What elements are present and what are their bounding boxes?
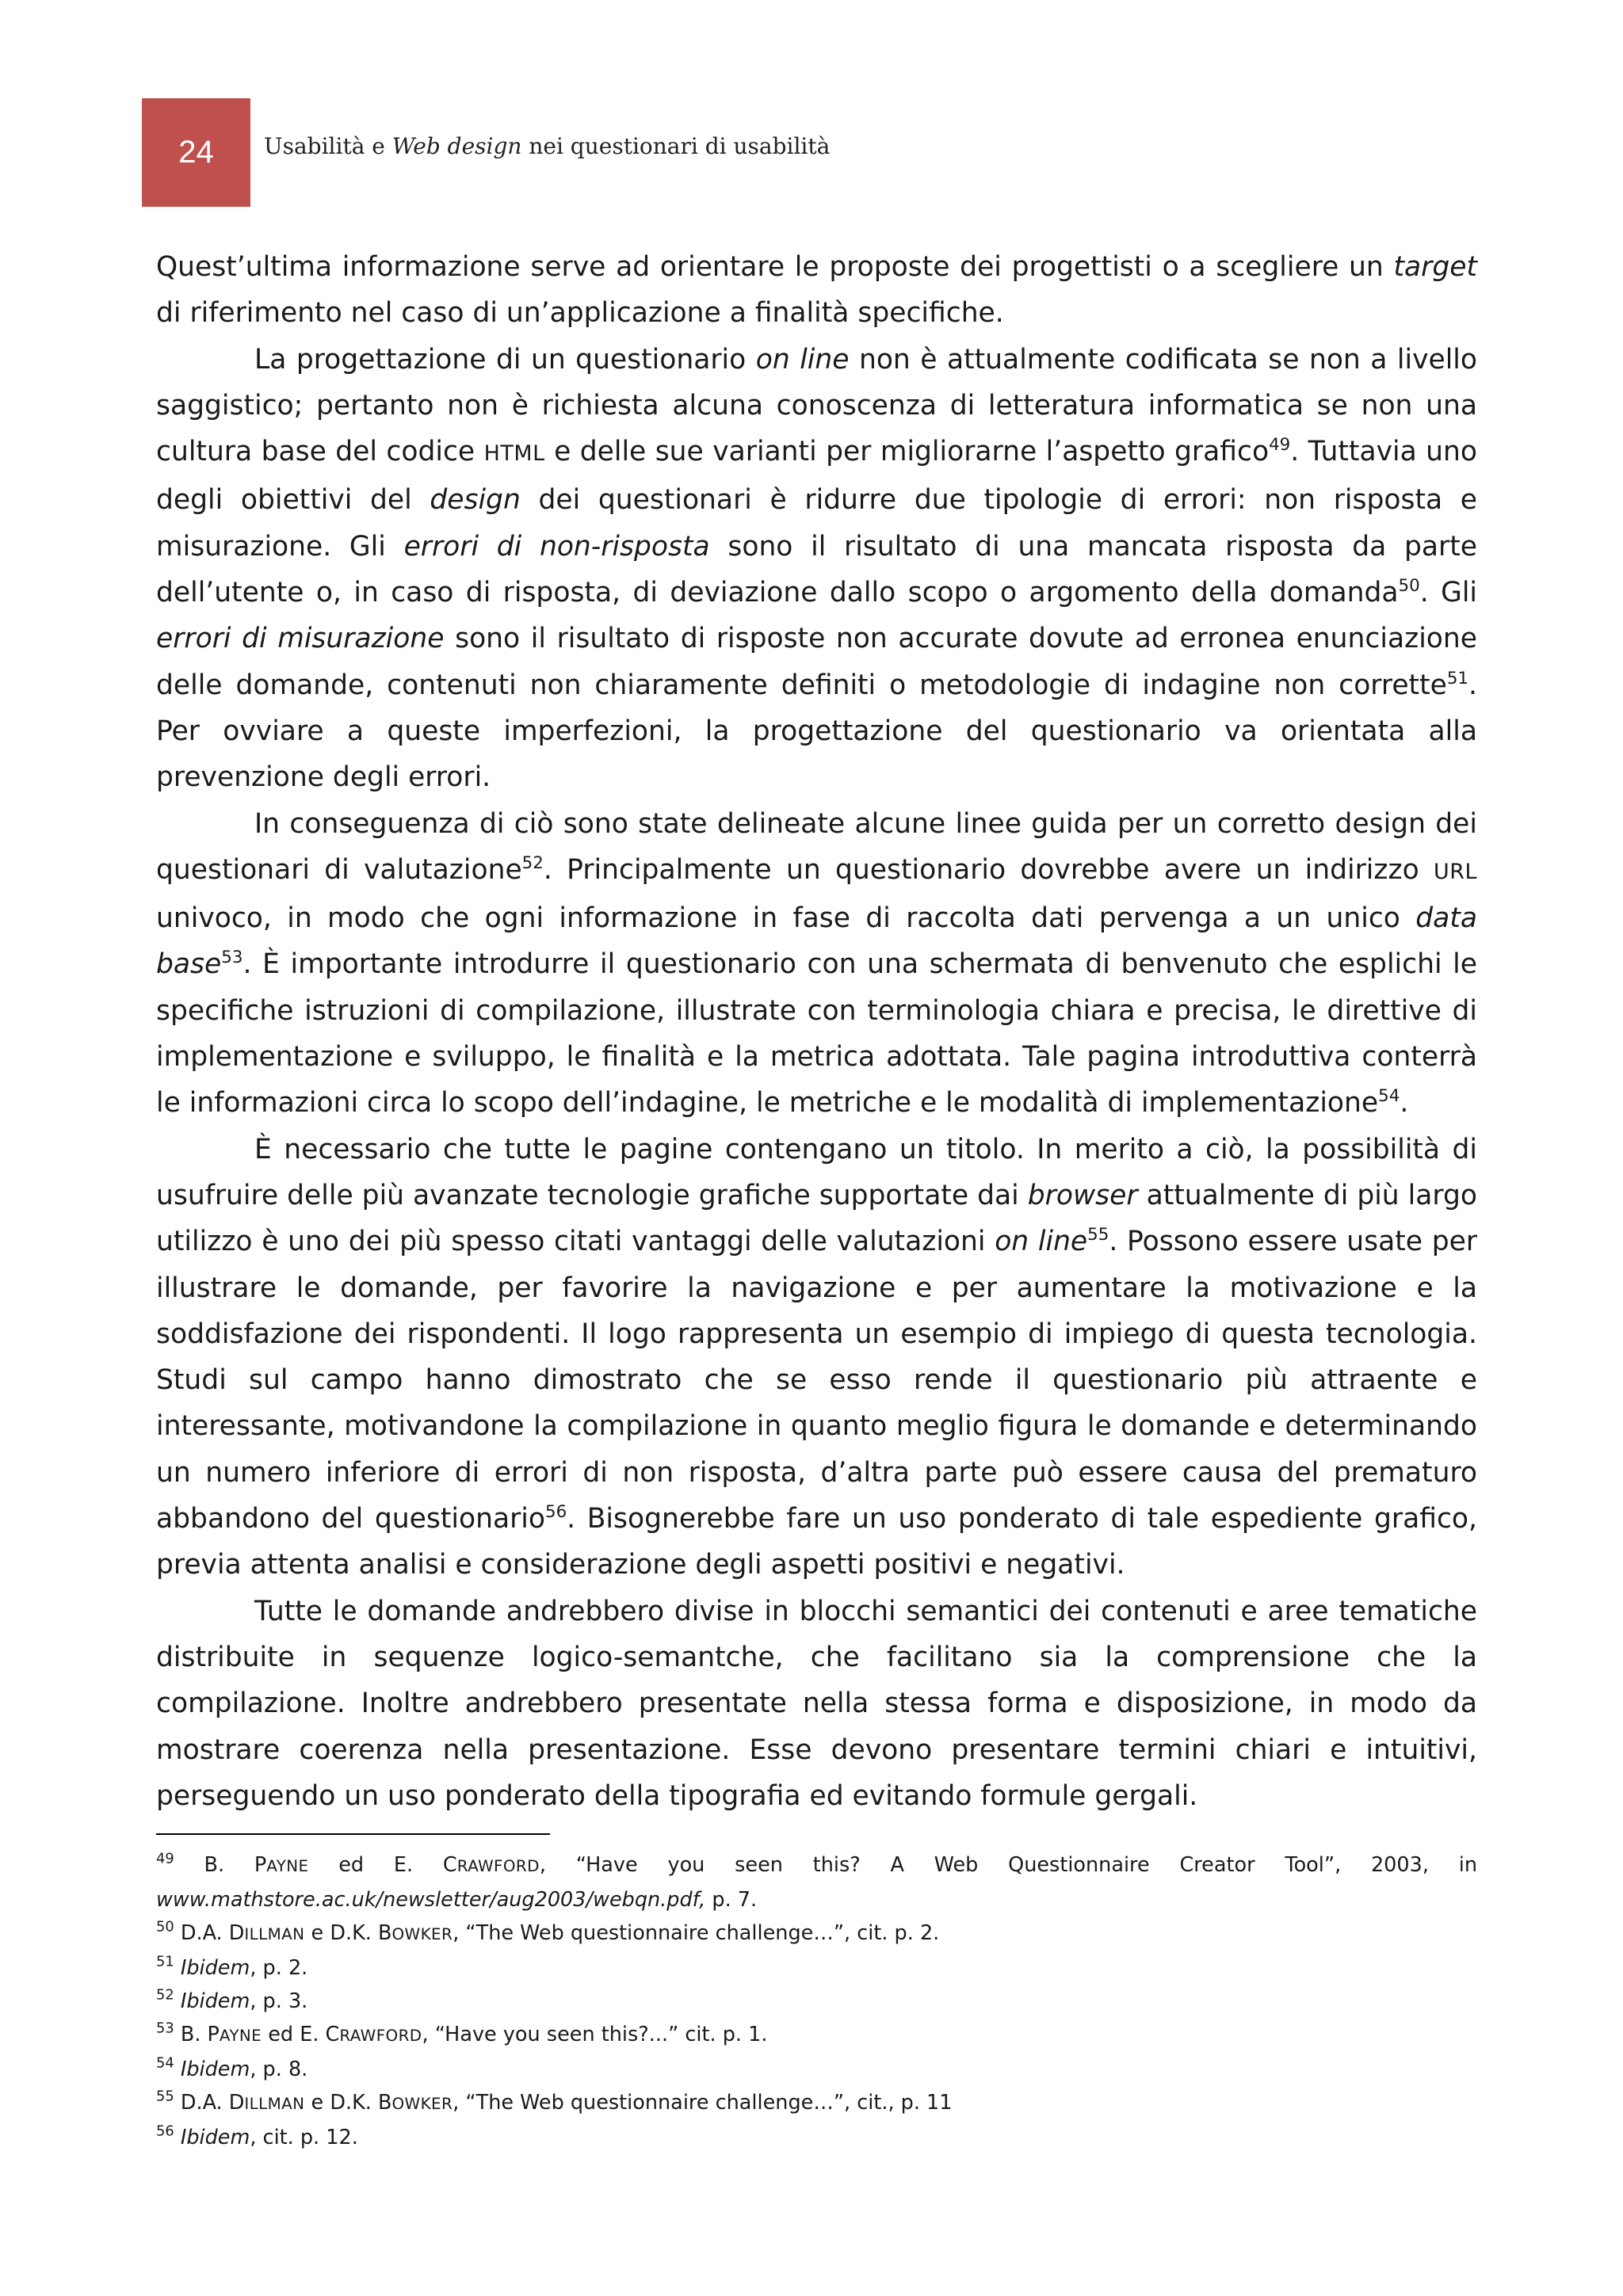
text-run: sono il risultato di risposte non accurate dovute ad erronea enunciazione delle domande, contenuti non chiaramente definiti o metodologie di indagine non corrette xyxy=(156,623,1477,701)
running-head-text: Usabilità e xyxy=(264,133,392,159)
text-run: e D.K. B xyxy=(304,2091,392,2115)
small-caps-term: HTML xyxy=(483,441,545,467)
italic-term: on line xyxy=(995,1226,1088,1258)
small-caps-name: OWKER xyxy=(391,1925,453,1943)
text-run: , p. 8. xyxy=(250,2058,308,2081)
text-run: ed E. C xyxy=(308,1853,457,1877)
footnote-ref-51[interactable]: 51 xyxy=(1446,668,1469,688)
text-run: e delle sue varianti per migliorarne l’aspetto grafico xyxy=(544,436,1270,468)
italic-term: on line xyxy=(755,343,850,376)
text-run: . È importante introdurre il questionario con una schermata di benvenuto che esplichi le specifiche istruzioni di compilazione, illustrate con terminologia chiara e precisa, le direttive di implementazione e sviluppo, le finalità e la metrica adottata. Tale pagina introduttiva conterrà le informazioni circa lo scopo dell’indagine, le metriche e le modalità di implementazione xyxy=(156,948,1477,1119)
italic-term: data base xyxy=(156,902,1477,981)
text-run: La progettazione di un questionario xyxy=(254,343,756,376)
small-caps-name: OWKER xyxy=(391,2095,453,2113)
footnote-number: 52 xyxy=(156,1986,174,2004)
text-run: B. P xyxy=(174,2023,220,2046)
text-run: . Tuttavia uno degli obiettivi del xyxy=(156,436,1478,517)
text-run: . Possono essere usate per illustrare le domande, per favorire la navigazione e per aumentare la motivazione e la soddisfazione dei rispondenti. Il logo rappresenta un esempio di impiego di questa tecnologia. Studi sul campo hanno dimostrato che se esso rende il questionario più attraente e interessante, motivandone la compilazione in quanto meglio figura le domande e determinando un numero inferiore di errori di non risposta, d’altra parte può essere causa del prematuro abbandono del questionario xyxy=(156,1226,1478,1535)
text-run: È necessario che tutte le pagine contengano un titolo. In merito a ciò, la possibilità di usufruire delle più avanzate tecnologie grafiche supportate dai xyxy=(156,1133,1477,1211)
italic-term: design xyxy=(430,484,521,517)
text-run: . Principalmente un questionario dovrebbe avere un indirizzo xyxy=(543,853,1434,886)
text-run: Tutte le domande andrebbero divise in blocchi semantici dei contenuti e aree tematiche distribuite in sequenze logico-semantche, che facilitano sia la comprensione che la compilazione. Inoltre andrebbero presentate nella stessa forma e disposizione, in modo da mostrare coerenza nella presentazione. Esse devono presentare termini chiari e intuitivi, perseguendo un uso ponderato della tipografia ed evitando formule gergali. xyxy=(156,1595,1477,1812)
italic-term: target xyxy=(1393,251,1477,283)
text-run: . Gli xyxy=(1419,577,1477,609)
text-run: . Bisognerebbe fare un uso ponderato di tale espediente grafico, previa attenta analisi e considerazione degli aspetti positivi e negativi. xyxy=(156,1503,1478,1581)
footnote-50 xyxy=(156,1917,1477,1951)
footnote-52 xyxy=(156,1985,1477,2018)
paragraph-1 xyxy=(156,244,1477,337)
text-run: D.A. D xyxy=(174,2091,245,2115)
paragraph-4 xyxy=(156,1127,1477,1589)
footnote-56 xyxy=(156,2121,1477,2154)
text-run: ed E. C xyxy=(262,2023,340,2046)
text-run: p. 7. xyxy=(705,1888,758,1912)
text-run: , cit. p. 12. xyxy=(250,2126,358,2149)
text-run: . Per ovviare a queste imperfezioni, la progettazione del questionario va orientata alla prevenzione degli errori. xyxy=(156,669,1477,794)
footnote-ref-50[interactable]: 50 xyxy=(1398,575,1420,596)
footnote-54 xyxy=(156,2053,1477,2086)
paragraph-2 xyxy=(156,337,1477,801)
text-run: , “Have you seen this? A Web Questionnaire Creator Tool”, 2003, in xyxy=(539,1853,1477,1877)
footnote-number: 51 xyxy=(156,1953,174,1970)
footnote-ref-54[interactable]: 54 xyxy=(1378,1086,1400,1107)
footnote-link[interactable]: www.mathstore.ac.uk/newsletter/aug2003/webqn.pdf, xyxy=(156,1888,706,1912)
footnote-number: 55 xyxy=(156,2088,174,2105)
text-run: , “The Web questionnaire challenge…”, cit. p. 2. xyxy=(453,1921,940,1945)
text-run: . xyxy=(1400,1087,1409,1119)
footnote-number: 49 xyxy=(156,1850,174,1867)
footnote-number: 53 xyxy=(156,2019,174,2037)
small-caps-name: RAWFORD xyxy=(339,2027,422,2045)
page-number: 24 xyxy=(178,135,214,170)
italic-term: Ibidem xyxy=(180,2126,250,2149)
text-run: , p. 3. xyxy=(250,1989,308,2013)
footnote-ref-55[interactable]: 55 xyxy=(1087,1224,1109,1245)
italic-term: errori di non-risposta xyxy=(403,530,710,563)
running-head xyxy=(264,133,1453,159)
text-run: non è attualmente codificata se non a livello saggistico; pertanto non è richiesta alcuna conoscenza di letteratura informatica se non una cultura base del codice xyxy=(156,343,1477,468)
footnote-53 xyxy=(156,2018,1477,2053)
small-caps-term: URL xyxy=(1434,859,1477,884)
footnote-number: 54 xyxy=(156,2054,174,2072)
text-run: dei questionari è ridurre due tipologie di errori: non risposta e misurazione. Gli xyxy=(156,484,1478,563)
italic-term: browser xyxy=(1027,1179,1138,1211)
footnote-ref-53[interactable]: 53 xyxy=(221,948,243,968)
running-head-italic: Web design xyxy=(391,133,522,159)
italic-term: Ibidem xyxy=(180,1956,250,1980)
text-run: , “The Web questionnaire challenge…”, cit., p. 11 xyxy=(453,2091,953,2115)
small-caps-name: ILLMAN xyxy=(244,2095,305,2113)
small-caps-name: ILLMAN xyxy=(244,1925,305,1943)
paragraph-5 xyxy=(156,1589,1477,1819)
small-caps-name: RAWFORD xyxy=(456,1857,540,1875)
text-run: D.A. D xyxy=(174,1921,245,1945)
text-run: e D.K. B xyxy=(304,1921,392,1945)
footnotes xyxy=(156,1848,1477,2154)
text-run: di riferimento nel caso di un’applicazione a finalità specifiche. xyxy=(156,297,1004,330)
footnote-ref-56[interactable]: 56 xyxy=(544,1501,567,1522)
footnote-49 xyxy=(156,1848,1477,1917)
text-run: In conseguenza di ciò sono state delineate alcune linee guida per un corretto design dei questionari di valutazione xyxy=(156,807,1477,886)
text-run: B. P xyxy=(174,1853,267,1877)
footnote-number: 50 xyxy=(156,1918,174,1936)
running-head-text-end: nei questionari di usabilità xyxy=(521,133,831,159)
small-caps-name: AYNE xyxy=(219,2027,262,2045)
small-caps-name: AYNE xyxy=(266,1857,309,1875)
text-run: , “Have you seen this?...” cit. p. 1. xyxy=(422,2023,768,2046)
text-run: univoco, in modo che ogni informazione in fase di raccolta dati pervenga a un unico xyxy=(156,902,1416,935)
footnote-ref-52[interactable]: 52 xyxy=(521,852,544,873)
italic-term: Ibidem xyxy=(180,2058,250,2081)
footnote-ref-49[interactable]: 49 xyxy=(1269,434,1291,455)
italic-term: errori di misurazione xyxy=(156,623,445,655)
text-run: attualmente di più largo utilizzo è uno dei più spesso citati vantaggi delle valutazioni xyxy=(156,1179,1477,1258)
body-text xyxy=(156,244,1477,1819)
footnote-separator xyxy=(156,1833,550,1835)
page-number-box xyxy=(142,98,250,207)
italic-term: Ibidem xyxy=(180,1989,250,2013)
paragraph-3 xyxy=(156,801,1477,1127)
footnote-55 xyxy=(156,2086,1477,2121)
text-run: , p. 2. xyxy=(250,1956,308,1980)
text-run: sono il risultato di una mancata risposta da parte dell’utente o, in caso di risposta, di deviazione dallo scopo o argomento della domanda xyxy=(156,530,1477,609)
footnote-number: 56 xyxy=(156,2122,174,2140)
text-run: Quest’ultima informazione serve ad orientare le proposte dei progettisti o a scegliere un xyxy=(156,251,1394,283)
footnote-51 xyxy=(156,1951,1477,1985)
